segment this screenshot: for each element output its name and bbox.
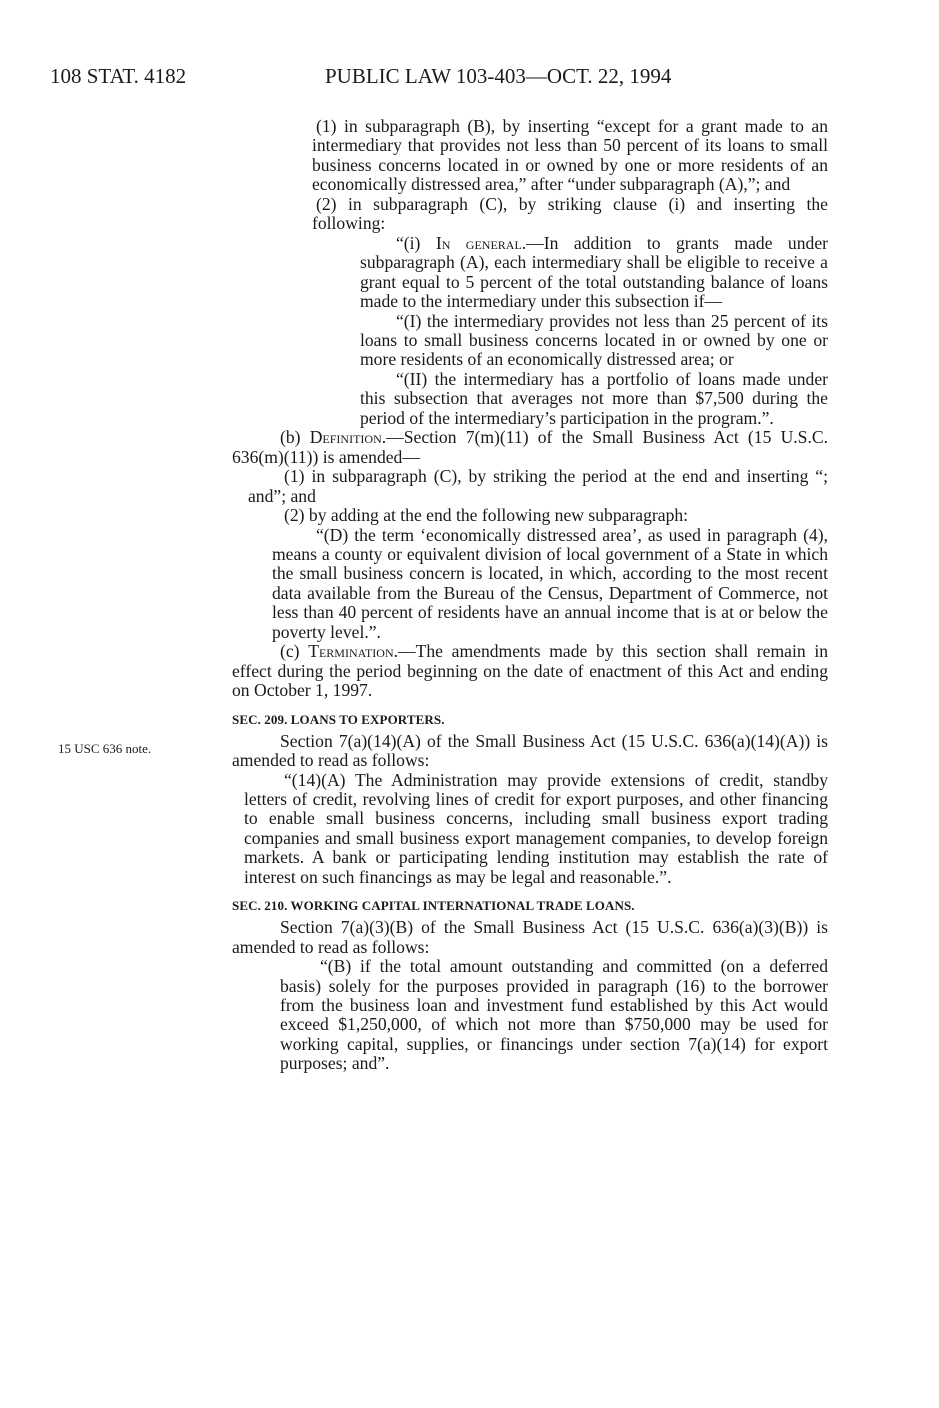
paragraph-b2: (2) by adding at the end the following new subparagraph: xyxy=(284,505,689,526)
clause-caption: In general. xyxy=(435,232,527,253)
page-header xyxy=(0,64,939,88)
section-209-heading: SEC. 209. LOANS TO EXPORTERS. xyxy=(232,711,445,727)
subsection-caption: Definition. xyxy=(309,427,387,448)
running-head: PUBLIC LAW 103-403—OCT. 22, 1994 xyxy=(325,64,672,88)
section-210-intro: Section 7(a)(3)(B) of the Small Business Act (15 U.S.C. 636(a)(3)(B)) is amended to read as follows: xyxy=(232,917,828,957)
clause-i-general xyxy=(232,234,828,312)
subsection-text: —Section 7(m)(11) of the Small Business Act (15 U.S.C. 636(m)(11)) is amended— xyxy=(232,427,828,467)
section-210-heading: SEC. 210. WORKING CAPITAL INTERNATIONAL TRADE LOANS. xyxy=(232,898,635,914)
subsection-lead: (b) xyxy=(280,427,301,448)
clause-lead: “(i) xyxy=(396,232,421,253)
paragraph-a2: (2) in subparagraph (C), by striking clause (i) and inserting the following: xyxy=(312,193,828,234)
section-209-intro: Section 7(a)(14)(A) of the Small Business Act (15 U.S.C. 636(a)(14)(A)) is amended to read as follows: xyxy=(232,730,828,771)
clause-text: —In addition to grants made under subparagraph (A), each intermediary shall be eligible to receive a grant equal to 5 percent of the total outstanding balance of loans made to the intermediary under this subsection if— xyxy=(360,232,828,312)
subclause-I: “(I) the intermediary provides not less than 25 percent of its loans to small business concerns located in or owned by one or more residents of an economically distressed area; or xyxy=(360,310,828,370)
subparagraph-D: “(D) the term ‘economically distressed area’, as used in paragraph (4), means a county or equivalent division of local government of a State in which the small business concern is located, in which, according to the most recent data available from the Bureau of the Census, Department of Commerce, not less than 40 percent of residents have an annual income that is at or below the poverty level.”. xyxy=(272,524,828,642)
subsection-c xyxy=(232,642,828,700)
subsection-b xyxy=(232,428,828,467)
subsection-lead: (c) xyxy=(280,641,300,662)
subsection-caption: Termination. xyxy=(308,641,399,662)
paragraph-b1: (1) in subparagraph (C), by striking the period at the end and inserting “; and”; and xyxy=(248,466,828,506)
section-210-text: “(B) if the total amount outstanding and committed (on a deferred basis) solely for the purposes provided in paragraph (16) to the borrower from the business loan and investment fund established by this Act would exceed $1,250,000, of which not more than $750,000 may be used for working capital, supplies, or financings under section 7(a)(14) for export purposes; and”. xyxy=(280,956,828,1074)
subclause-II: “(II) the intermediary has a portfolio of loans made under this subsection that averages not more than $7,500 during the period of the intermediary’s participation in the program.”. xyxy=(360,368,828,428)
margin-note: 15 USC 636 note. xyxy=(58,741,152,756)
page-body xyxy=(232,117,828,1074)
subsection-text: —The amendments made by this section shall remain in effect during the period beginning on the date of enactment of this Act and ending on October 1, 1997. xyxy=(232,641,829,701)
page-folio: 108 STAT. 4182 xyxy=(50,64,187,88)
paragraph-a1: (1) in subparagraph (B), by inserting “except for a grant made to an intermediary that provides not less than 50 percent of its loans to small business concerns located in or owned by one or more residents of an economically distressed area,” after “under subparagraph (A),”; and xyxy=(312,116,828,195)
section-209-text: “(14)(A) The Administration may provide extensions of credit, standby letters of credit, revolving lines of credit for export purposes, and other financing to enable small business concerns, including small business export trading companies and small business export management companies, to develop foreign markets. A bank or participating lending institution may establish the rate of interest on such financings as may be legal and reasonable.”. xyxy=(244,769,828,887)
